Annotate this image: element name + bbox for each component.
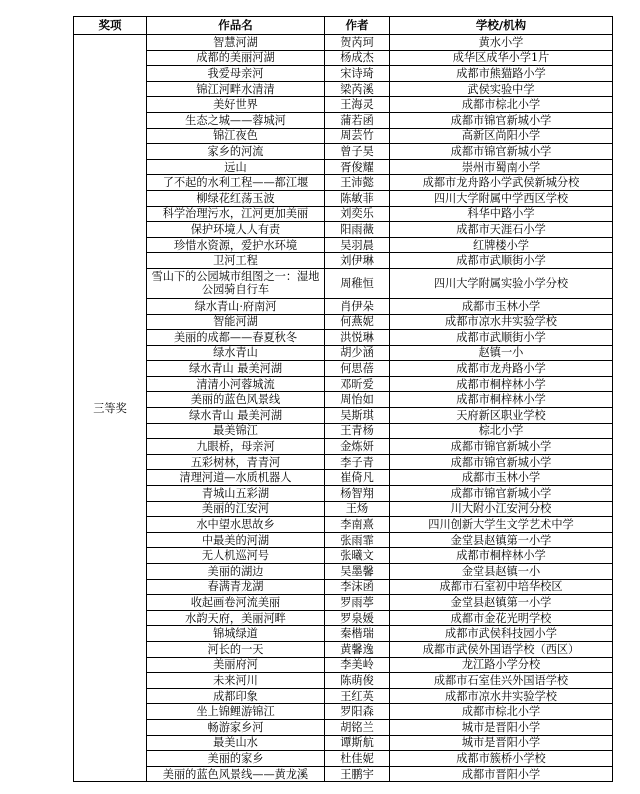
work-title-cell: 成都印象 [147, 688, 325, 704]
school-cell: 科华中路小学 [390, 206, 613, 222]
school-cell: 成都市龙舟路小学 [390, 361, 613, 377]
work-title-cell: 科学治理污水，江河更加美丽 [147, 206, 325, 222]
author-cell: 胡铭兰 [325, 719, 390, 735]
table-row [74, 190, 613, 206]
work-title-cell: 家乡的河流 [147, 144, 325, 160]
table-row [74, 128, 613, 144]
work-title-cell: 珍惜水资源，爱护水环境 [147, 237, 325, 253]
table-row [74, 595, 613, 611]
table-row [74, 376, 613, 392]
table-row [74, 81, 613, 97]
work-title-cell: 收起画卷河流美丽 [147, 595, 325, 611]
author-cell: 罗雨葶 [325, 595, 390, 611]
author-cell: 罗泉媛 [325, 610, 390, 626]
table-row [74, 470, 613, 486]
school-cell: 成都市凉水井实验学校 [390, 314, 613, 330]
author-cell: 周芸竹 [325, 128, 390, 144]
header-school: 学校/机构 [390, 17, 613, 35]
table-row [74, 641, 613, 657]
table-row [74, 719, 613, 735]
table-row [74, 423, 613, 439]
table-row [74, 735, 613, 751]
school-cell: 黄水小学 [390, 35, 613, 51]
table-row [74, 501, 613, 517]
work-title-cell: 美丽的江安河 [147, 501, 325, 517]
table-row [74, 345, 613, 361]
school-cell: 四川大学附属实验小学分校 [390, 268, 613, 298]
table-row [74, 408, 613, 424]
work-title-cell: 美好世界 [147, 97, 325, 113]
school-cell: 成都市锦官新城小学 [390, 454, 613, 470]
work-title-cell: 畅游家乡河 [147, 719, 325, 735]
work-title-cell: 远山 [147, 159, 325, 175]
award-level-cell: 三等奖 [74, 35, 147, 782]
work-title-cell: 绿水青山 最美河湖 [147, 361, 325, 377]
author-cell: 王青杨 [325, 423, 390, 439]
author-cell: 张雨霏 [325, 532, 390, 548]
table-row [74, 454, 613, 470]
table-row [74, 564, 613, 580]
school-cell: 红牌楼小学 [390, 237, 613, 253]
work-title-cell: 绿水青山·府南河 [147, 298, 325, 314]
school-cell: 成都市熊猫路小学 [390, 66, 613, 82]
school-cell: 赵镇一小 [390, 345, 613, 361]
work-title-cell: 五彩树林，青青河 [147, 454, 325, 470]
table-row [74, 579, 613, 595]
school-cell: 成都市玉林小学 [390, 298, 613, 314]
table-row [74, 175, 613, 191]
author-cell: 杜佳妮 [325, 751, 390, 767]
author-cell: 王红英 [325, 688, 390, 704]
work-title-cell: 未来河川 [147, 673, 325, 689]
school-cell: 成都市桐梓林小学 [390, 392, 613, 408]
table-row [74, 253, 613, 269]
table-row [74, 704, 613, 720]
school-cell: 金堂县赵镇一小 [390, 564, 613, 580]
work-title-cell: 青城山五彩湖 [147, 486, 325, 502]
school-cell: 成都市武顺街小学 [390, 253, 613, 269]
author-cell: 吴羽晨 [325, 237, 390, 253]
author-cell: 李南熹 [325, 517, 390, 533]
school-cell: 金堂县赵镇第一小学 [390, 532, 613, 548]
table-row [74, 222, 613, 238]
author-cell: 黄馨逸 [325, 641, 390, 657]
table-row [74, 50, 613, 66]
table-row [74, 673, 613, 689]
author-cell: 刘奕乐 [325, 206, 390, 222]
school-cell: 四川大学附属中学西区学校 [390, 190, 613, 206]
school-cell: 成都市锦官新城小学 [390, 439, 613, 455]
table-row [74, 237, 613, 253]
work-title-cell: 坐上锦鲤游锦江 [147, 704, 325, 720]
table-row [74, 112, 613, 128]
school-cell: 成都市棕北小学 [390, 704, 613, 720]
school-cell: 成都市锦官新城小学 [390, 112, 613, 128]
work-title-cell: 绿水青山 最美河湖 [147, 408, 325, 424]
table-row [74, 144, 613, 160]
table-row [74, 532, 613, 548]
author-cell: 张曦文 [325, 548, 390, 564]
author-cell: 曾子昊 [325, 144, 390, 160]
table-row [74, 657, 613, 673]
school-cell: 成都市玉林小学 [390, 470, 613, 486]
author-cell: 阳雨薇 [325, 222, 390, 238]
work-title-cell: 锦城绿道 [147, 626, 325, 642]
author-cell: 王鹏宇 [325, 766, 390, 782]
work-title-cell: 卫河工程 [147, 253, 325, 269]
work-title-cell: 我爱母亲河 [147, 66, 325, 82]
work-title-cell: 清理河道—水质机器人 [147, 470, 325, 486]
author-cell: 洪悦琳 [325, 330, 390, 346]
table-row [74, 486, 613, 502]
table-row [74, 392, 613, 408]
school-cell: 崇州市蜀南小学 [390, 159, 613, 175]
author-cell: 王沛懿 [325, 175, 390, 191]
school-cell: 成都市武侯外国语学校（西区） [390, 641, 613, 657]
author-cell: 李沫函 [325, 579, 390, 595]
author-cell: 秦楷瑞 [325, 626, 390, 642]
work-title-cell: 绿水青山 [147, 345, 325, 361]
school-cell: 武侯实验中学 [390, 81, 613, 97]
school-cell: 成都市天涯石小学 [390, 222, 613, 238]
school-cell: 龙江路小学分校 [390, 657, 613, 673]
work-title-cell: 最美锦江 [147, 423, 325, 439]
author-cell: 何思蓓 [325, 361, 390, 377]
school-cell: 城市是晋阳小学 [390, 719, 613, 735]
author-cell: 陈敏菲 [325, 190, 390, 206]
work-title-cell: 九眼桥，母亲河 [147, 439, 325, 455]
school-cell: 成都市石室佳兴外国语学校 [390, 673, 613, 689]
table-body [74, 35, 613, 782]
work-title-cell: 生态之城——蓉城河 [147, 112, 325, 128]
work-title-cell: 水中望水思故乡 [147, 517, 325, 533]
school-cell: 四川创新大学生文学艺术中学 [390, 517, 613, 533]
author-cell: 吴墨馨 [325, 564, 390, 580]
table-row [74, 298, 613, 314]
author-cell: 周稚恒 [325, 268, 390, 298]
header-title: 作品名 [147, 17, 325, 35]
work-title-cell: 雪山下的公园城市组图之一：湿地公园骑自行车 [147, 268, 325, 298]
school-cell: 成都市桐梓林小学 [390, 548, 613, 564]
work-title-cell: 智能河湖 [147, 314, 325, 330]
table-row [74, 268, 613, 298]
table-row [74, 610, 613, 626]
author-cell: 罗阳森 [325, 704, 390, 720]
table-row [74, 206, 613, 222]
header-level: 奖项 [74, 17, 147, 35]
author-cell: 梁芮溪 [325, 81, 390, 97]
table-row [74, 766, 613, 782]
table-row [74, 361, 613, 377]
table-row [74, 35, 613, 51]
author-cell: 邓昕爱 [325, 376, 390, 392]
school-cell: 天府新区职业学校 [390, 408, 613, 424]
table-row [74, 439, 613, 455]
work-title-cell: 了不起的水利工程——都江堰 [147, 175, 325, 191]
school-cell: 成都市簇桥小学校 [390, 751, 613, 767]
work-title-cell: 保护环境人人有责 [147, 222, 325, 238]
work-title-cell: 春满青龙湖 [147, 579, 325, 595]
school-cell: 川大附小江安河分校 [390, 501, 613, 517]
school-cell: 成都市金花光明学校 [390, 610, 613, 626]
author-cell: 王海灵 [325, 97, 390, 113]
work-title-cell: 美丽的蓝色风景线——黄龙溪 [147, 766, 325, 782]
school-cell: 成都市棕北小学 [390, 97, 613, 113]
work-title-cell: 美丽的家乡 [147, 751, 325, 767]
work-title-cell: 柳绿花红荡玉波 [147, 190, 325, 206]
table-row [74, 548, 613, 564]
author-cell: 吴斯琪 [325, 408, 390, 424]
work-title-cell: 美丽府河 [147, 657, 325, 673]
school-cell: 金堂县赵镇第一小学 [390, 595, 613, 611]
author-cell: 陈萌俊 [325, 673, 390, 689]
work-title-cell: 美丽的蓝色风景线 [147, 392, 325, 408]
school-cell: 高新区尚阳小学 [390, 128, 613, 144]
award-table [73, 16, 613, 782]
author-cell: 胥俊耀 [325, 159, 390, 175]
work-title-cell: 成都的美丽河湖 [147, 50, 325, 66]
author-cell: 周怡如 [325, 392, 390, 408]
author-cell: 崔倚凡 [325, 470, 390, 486]
school-cell: 城市是晋阳小学 [390, 735, 613, 751]
table-row [74, 626, 613, 642]
author-cell: 宋诗琦 [325, 66, 390, 82]
table-row [74, 159, 613, 175]
author-cell: 杨成杰 [325, 50, 390, 66]
work-title-cell: 清清小河蓉城流 [147, 376, 325, 392]
table-row [74, 97, 613, 113]
author-cell: 杨智翔 [325, 486, 390, 502]
school-cell: 成都市凉水井实验学校 [390, 688, 613, 704]
author-cell: 谭斯航 [325, 735, 390, 751]
table-row [74, 517, 613, 533]
header-author: 作者 [325, 17, 390, 35]
table-row [74, 751, 613, 767]
author-cell: 王炀 [325, 501, 390, 517]
work-title-cell: 水韵天府，美丽河畔 [147, 610, 325, 626]
work-title-cell: 中最美的河湖 [147, 532, 325, 548]
work-title-cell: 最美山水 [147, 735, 325, 751]
work-title-cell: 河长的一天 [147, 641, 325, 657]
work-title-cell: 锦江河畔水清清 [147, 81, 325, 97]
school-cell: 成都市石室初中培华校区 [390, 579, 613, 595]
table-row [74, 314, 613, 330]
work-title-cell: 美丽的湖边 [147, 564, 325, 580]
table-row [74, 330, 613, 346]
work-title-cell: 智慧河湖 [147, 35, 325, 51]
school-cell: 成都市龙舟路小学武侯新城分校 [390, 175, 613, 191]
author-cell: 李美岭 [325, 657, 390, 673]
school-cell: 成都市锦官新城小学 [390, 144, 613, 160]
work-title-cell: 锦江夜色 [147, 128, 325, 144]
author-cell: 刘伊琳 [325, 253, 390, 269]
school-cell: 棕北小学 [390, 423, 613, 439]
author-cell: 贺芮珂 [325, 35, 390, 51]
author-cell: 何燕妮 [325, 314, 390, 330]
author-cell: 蒲若函 [325, 112, 390, 128]
school-cell: 成华区成华小学1片 [390, 50, 613, 66]
table-row [74, 688, 613, 704]
school-cell: 成都市锦官新城小学 [390, 486, 613, 502]
school-cell: 成都市晋阳小学 [390, 766, 613, 782]
work-title-cell: 无人机巡河号 [147, 548, 325, 564]
school-cell: 成都市武侯科技园小学 [390, 626, 613, 642]
author-cell: 肖伊朵 [325, 298, 390, 314]
work-title-cell: 美丽的成都——春夏秋冬 [147, 330, 325, 346]
school-cell: 成都市桐梓林小学 [390, 376, 613, 392]
author-cell: 金炼妍 [325, 439, 390, 455]
author-cell: 胡少涵 [325, 345, 390, 361]
school-cell: 成都市武顺街小学 [390, 330, 613, 346]
author-cell: 李子青 [325, 454, 390, 470]
table-row [74, 66, 613, 82]
header-row [74, 17, 613, 35]
